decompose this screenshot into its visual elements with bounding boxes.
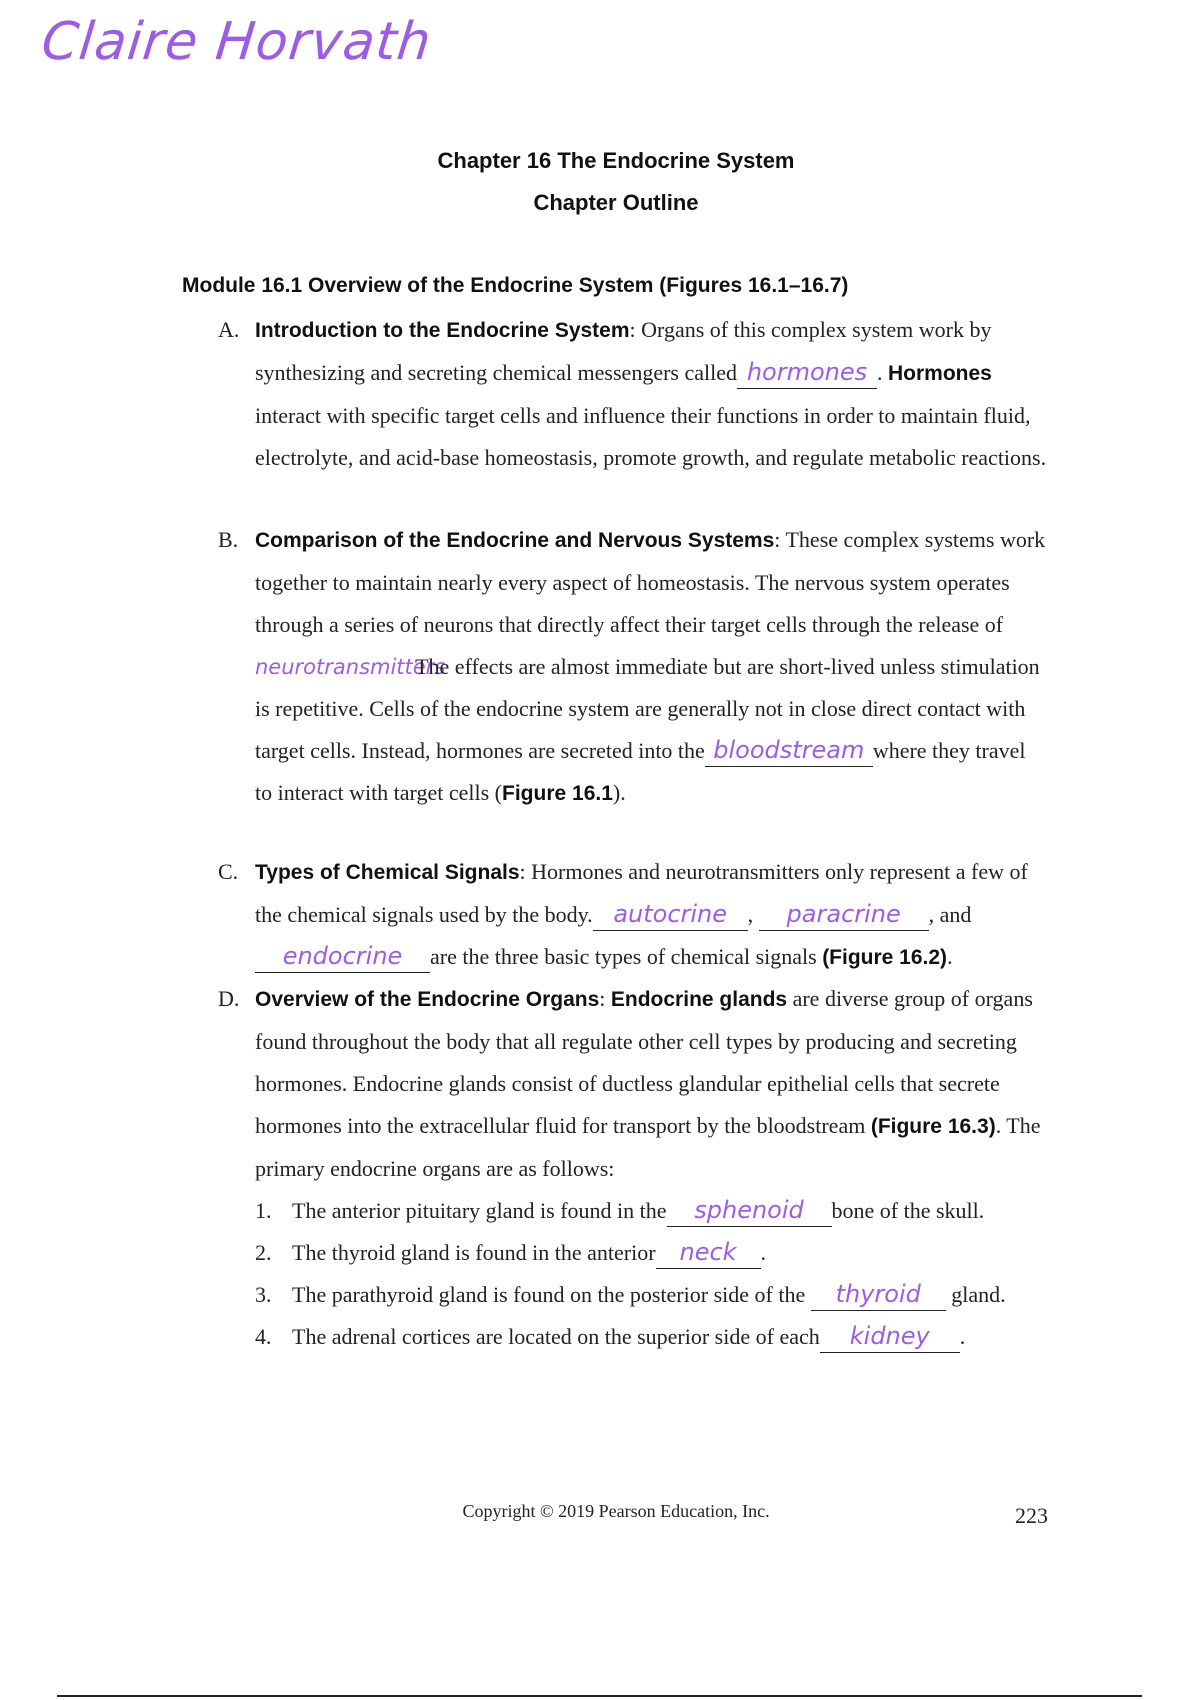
figure-reference: Figure 16.1: [502, 782, 613, 805]
answer-blank[interactable]: [593, 900, 748, 931]
section-letter: D.: [218, 986, 240, 1011]
list-item: [255, 1190, 1048, 1232]
section-text: .: [947, 944, 953, 969]
list-item: [255, 1274, 1048, 1316]
item-text: The parathyroid gland is found on the posterior side of the: [292, 1282, 811, 1307]
section-text: ).: [612, 780, 626, 805]
answer-blank[interactable]: [656, 1238, 761, 1269]
item-text: The anterior pituitary gland is found in the: [292, 1198, 667, 1223]
handwritten-answer: thyroid: [835, 1280, 921, 1308]
bold-term: Endocrine glands: [610, 988, 788, 1011]
section-heading: Introduction to the Endocrine System: [255, 319, 630, 342]
list-number: 3.: [255, 1282, 272, 1307]
item-text: .: [760, 1240, 767, 1265]
handwritten-answer: bloodstream: [713, 736, 865, 764]
section-letter: B.: [218, 527, 239, 552]
section-b: [218, 519, 1048, 815]
section-letter: C.: [218, 859, 239, 884]
chapter-title: Chapter 16 The Endocrine System: [437, 148, 795, 173]
copyright-notice: Copyright © 2019 Pearson Education, Inc.: [462, 1501, 770, 1521]
handwritten-answer: endocrine: [282, 942, 403, 970]
handwritten-answer: autocrine: [613, 900, 728, 928]
section-text: : Organs of this complex system work by synthesizing and secreting chemical messengers called: [255, 317, 992, 385]
item-text: The thyroid gland is found in the anterior: [292, 1240, 656, 1265]
section-text: ,: [747, 902, 759, 927]
handwritten-answer: neck: [679, 1238, 737, 1266]
section-body: [255, 309, 1048, 479]
section-text: , and: [928, 902, 972, 927]
section-text: are diverse group of organs found throughout the body that all regulate other cell types by producing and secreting hormones. Endocrine glands consist of ductless glandular epithelial cells that secrete hormones into the extracellular fluid for transport by the bloodstream: [255, 986, 1033, 1138]
item-text: gland.: [945, 1282, 1006, 1307]
endocrine-organ-list: [255, 1190, 1048, 1358]
section-text: . The primary endocrine organs are as follows:: [255, 1113, 1041, 1181]
section-text: The effects are almost immediate but are short-lived unless stimulation is repetitive. Cells of the endocrine system are generally not in close direct contact with target cells. Instead, hormones are secreted into the: [255, 654, 1040, 763]
section-c: [218, 851, 1048, 979]
figure-reference: (Figure 16.3): [870, 1115, 996, 1138]
section-text: are the three basic types of chemical signals: [430, 944, 823, 969]
bold-term: Hormones: [888, 362, 992, 385]
section-text: : Hormones and neurotransmitters only represent a few of the chemical signals used by the body.: [255, 859, 1028, 927]
list-item: [255, 1316, 1048, 1358]
module-heading: Module 16.1 Overview of the Endocrine System (Figures 16.1–16.7): [182, 274, 849, 297]
handwritten-student-name: Claire Horvath: [38, 12, 435, 72]
answer-blank[interactable]: [737, 358, 877, 389]
list-number: 4.: [255, 1324, 272, 1349]
list-number: 1.: [255, 1198, 272, 1223]
section-heading: Types of Chemical Signals: [255, 861, 520, 884]
list-item: [255, 1232, 1048, 1274]
list-number: 2.: [255, 1240, 272, 1265]
handwritten-answer: neurotransmitters: [255, 655, 446, 679]
item-text: The adrenal cortices are located on the superior side of each: [292, 1324, 820, 1349]
section-text: .: [877, 360, 888, 385]
item-text: .: [959, 1324, 966, 1349]
answer-blank[interactable]: [255, 653, 446, 683]
section-text: where they travel to interact with target cells (: [255, 738, 1026, 805]
section-text: interact with specific target cells and influence their functions in order to maintain fluid, electrolyte, and acid-base homeostasis, promote growth, and regulate metabolic reactions.: [255, 403, 1047, 470]
section-body: [255, 519, 1048, 815]
section-heading: Comparison of the Endocrine and Nervous Systems: [255, 529, 775, 552]
bottom-divider: [57, 1695, 1142, 1697]
section-d: [218, 978, 1048, 1358]
section-text: : These complex systems work together to maintain nearly every aspect of homeostasis. The nervous system operates through a series of neurons that directly affect their target cells through the release of: [255, 527, 1046, 637]
section-body: [255, 978, 1048, 1190]
section-text: :: [599, 986, 611, 1011]
section-body: [255, 851, 1048, 979]
answer-blank[interactable]: [705, 736, 873, 767]
handwritten-answer: hormones: [746, 358, 868, 386]
section-heading: Overview of the Endocrine Organs: [255, 988, 600, 1011]
answer-blank[interactable]: [667, 1196, 832, 1227]
page-number: 223: [1015, 1503, 1048, 1528]
answer-blank[interactable]: [820, 1322, 960, 1353]
answer-blank[interactable]: [811, 1280, 946, 1311]
item-text: bone of the skull.: [831, 1198, 985, 1223]
section-letter: A.: [218, 317, 240, 342]
figure-reference: (Figure 16.2): [822, 946, 948, 969]
section-a: [218, 309, 1048, 479]
handwritten-answer: kidney: [849, 1322, 930, 1350]
answer-blank[interactable]: [759, 900, 929, 931]
answer-blank[interactable]: [255, 942, 430, 973]
handwritten-answer: sphenoid: [694, 1196, 804, 1224]
handwritten-answer: paracrine: [786, 900, 901, 928]
outline-title: Chapter Outline: [533, 190, 699, 215]
